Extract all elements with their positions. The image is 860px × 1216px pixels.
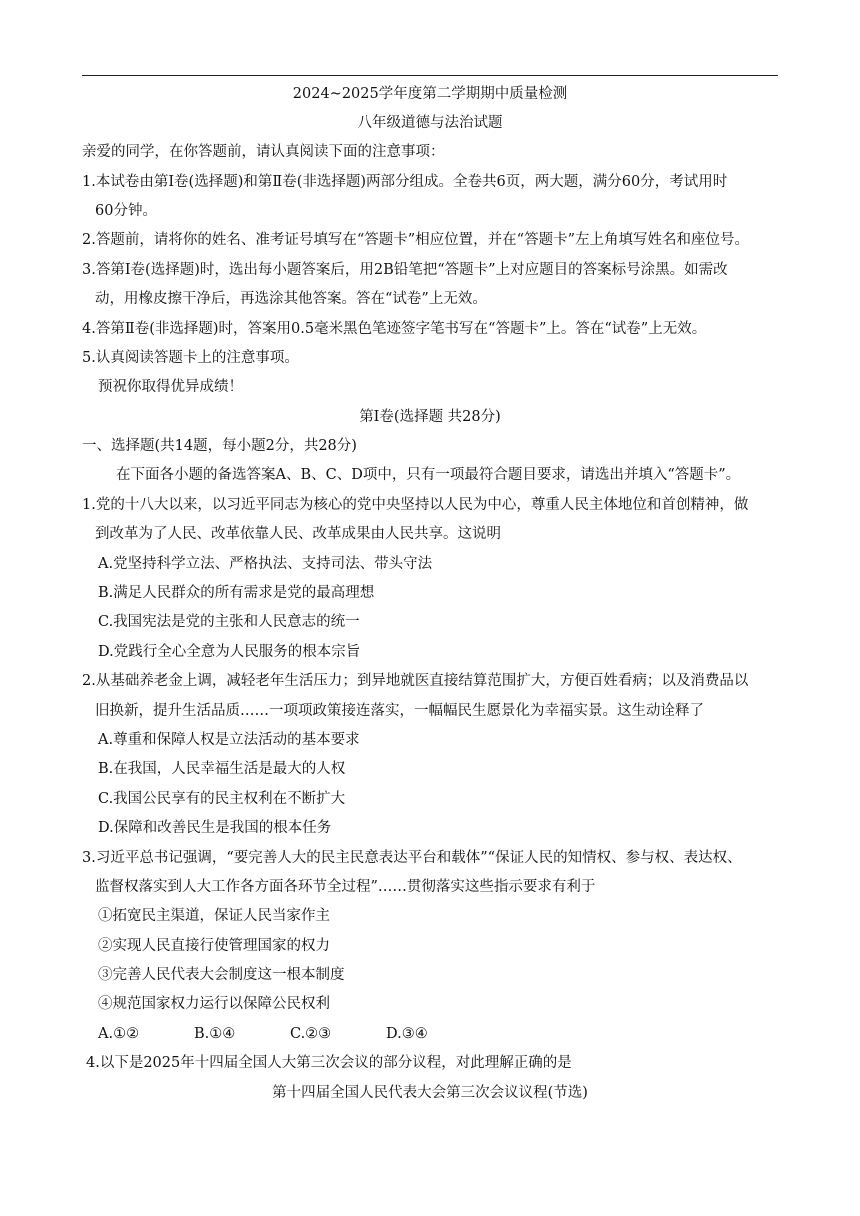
question-3-stem: 3.习近平总书记强调，“要完善人大的民主民意表达平台和载体”“保证人民的知情权、参与权、表达权、: [82, 850, 742, 866]
notice-wish: 预祝你取得优异成绩！: [98, 379, 243, 395]
notice-item-5: 5.认真阅读答题卡上的注意事项。: [82, 350, 299, 366]
question-2-option-a: A.尊重和保障人权是立法活动的基本要求: [98, 732, 360, 748]
notice-item-2: 2.答题前，请将你的姓名、准考证号填写在“答题卡”相应位置，并在“答题卡”左上角填写姓名和座位号。: [82, 232, 749, 248]
question-1-stem-cont: 到改革为了人民、改革依靠人民、改革成果由人民共享。这说明: [95, 526, 501, 542]
exam-title: 2024~2025学年度第二学期期中质量检测: [292, 86, 568, 102]
question-2-option-b: B.在我国，人民幸福生活是最大的人权: [98, 761, 346, 777]
question-3-option-d: D.③④: [386, 1026, 428, 1042]
notice-item-1-cont: 60分钟。: [95, 203, 157, 219]
section-heading: 一、选择题(共14题，每小题2分，共28分): [82, 438, 357, 454]
exam-subtitle: 八年级道德与法治试题: [357, 115, 503, 131]
notice-item-1: 1.本试卷由第Ⅰ卷(选择题)和第Ⅱ卷(非选择题)两部分组成。全卷共6页，两大题，满分60分，考试用时: [82, 174, 728, 190]
question-3-option-b: B.①④: [194, 1026, 236, 1042]
question-1-option-c: C.我国宪法是党的主张和人民意志的统一: [98, 614, 360, 630]
notice-intro: 亲爱的同学，在你答题前，请认真阅读下面的注意事项：: [82, 144, 445, 160]
question-3-option-a: A.①②: [98, 1026, 140, 1042]
header-rule: [82, 75, 778, 76]
question-3-options: [98, 1024, 482, 1044]
notice-item-4: 4.答第Ⅱ卷(非选择题)时，答案用0.5毫米黑色笔迹签字笔书写在“答题卡”上。答在“试卷”上无效。: [82, 321, 707, 337]
notice-item-3: 3.答第Ⅰ卷(选择题)时，选出每小题答案后，用2B铅笔把“答题卡”上对应题目的答案标号涂黑。如需改: [82, 262, 728, 278]
question-3-statement-2: ②实现人民直接行使管理国家的权力: [98, 938, 330, 954]
question-1-option-b: B.满足人民群众的所有需求是党的最高理想: [98, 585, 375, 601]
question-3-statement-3: ③完善人民代表大会制度这一根本制度: [98, 967, 345, 983]
question-4-stem: 4.以下是2025年十四届全国人大第三次会议的部分议程，对此理解正确的是: [86, 1055, 572, 1071]
question-3-statement-4: ④规范国家权力运行以保障公民权利: [98, 996, 330, 1012]
question-3-stem-cont: 监督权落实到人大工作各方面各环节全过程”……贯彻落实这些指示要求有利于: [95, 879, 596, 895]
question-2-option-d: D.保障和改善民生是我国的根本任务: [98, 820, 332, 836]
part1-title: 第Ⅰ卷(选择题 共28分): [359, 409, 501, 425]
question-1-stem: 1.党的十八大以来，以习近平同志为核心的党中央坚持以人民为中心，尊重人民主体地位和首创精神，做: [82, 497, 749, 513]
section-instruction: 在下面各小题的备选答案A、B、C、D项中，只有一项最符合题目要求，请选出并填入“答题卡”。: [116, 467, 741, 483]
question-1-option-d: D.党践行全心全意为人民服务的根本宗旨: [98, 644, 361, 660]
question-3-option-c: C.②③: [290, 1026, 332, 1042]
question-3-statement-1: ①拓宽民主渠道，保证人民当家作主: [98, 908, 330, 924]
question-2-stem-cont: 旧换新，提升生活品质……一项项政策接连落实，一幅幅民生愿景化为幸福实景。这生动诠释了: [95, 703, 704, 719]
question-4-table-caption: 第十四届全国人民代表大会第三次会议议程(节选): [272, 1085, 588, 1101]
notice-item-3-cont: 动，用橡皮擦干净后，再选涂其他答案。答在“试卷”上无效。: [95, 291, 487, 307]
question-2-option-c: C.我国公民享有的民主权利在不断扩大: [98, 791, 346, 807]
question-2-stem: 2.从基础养老金上调，减轻老年生活压力；到异地就医直接结算范围扩大，方便百姓看病；以及消费品以: [82, 673, 749, 689]
question-1-option-a: A.党坚持科学立法、严格执法、支持司法、带头守法: [98, 556, 433, 572]
